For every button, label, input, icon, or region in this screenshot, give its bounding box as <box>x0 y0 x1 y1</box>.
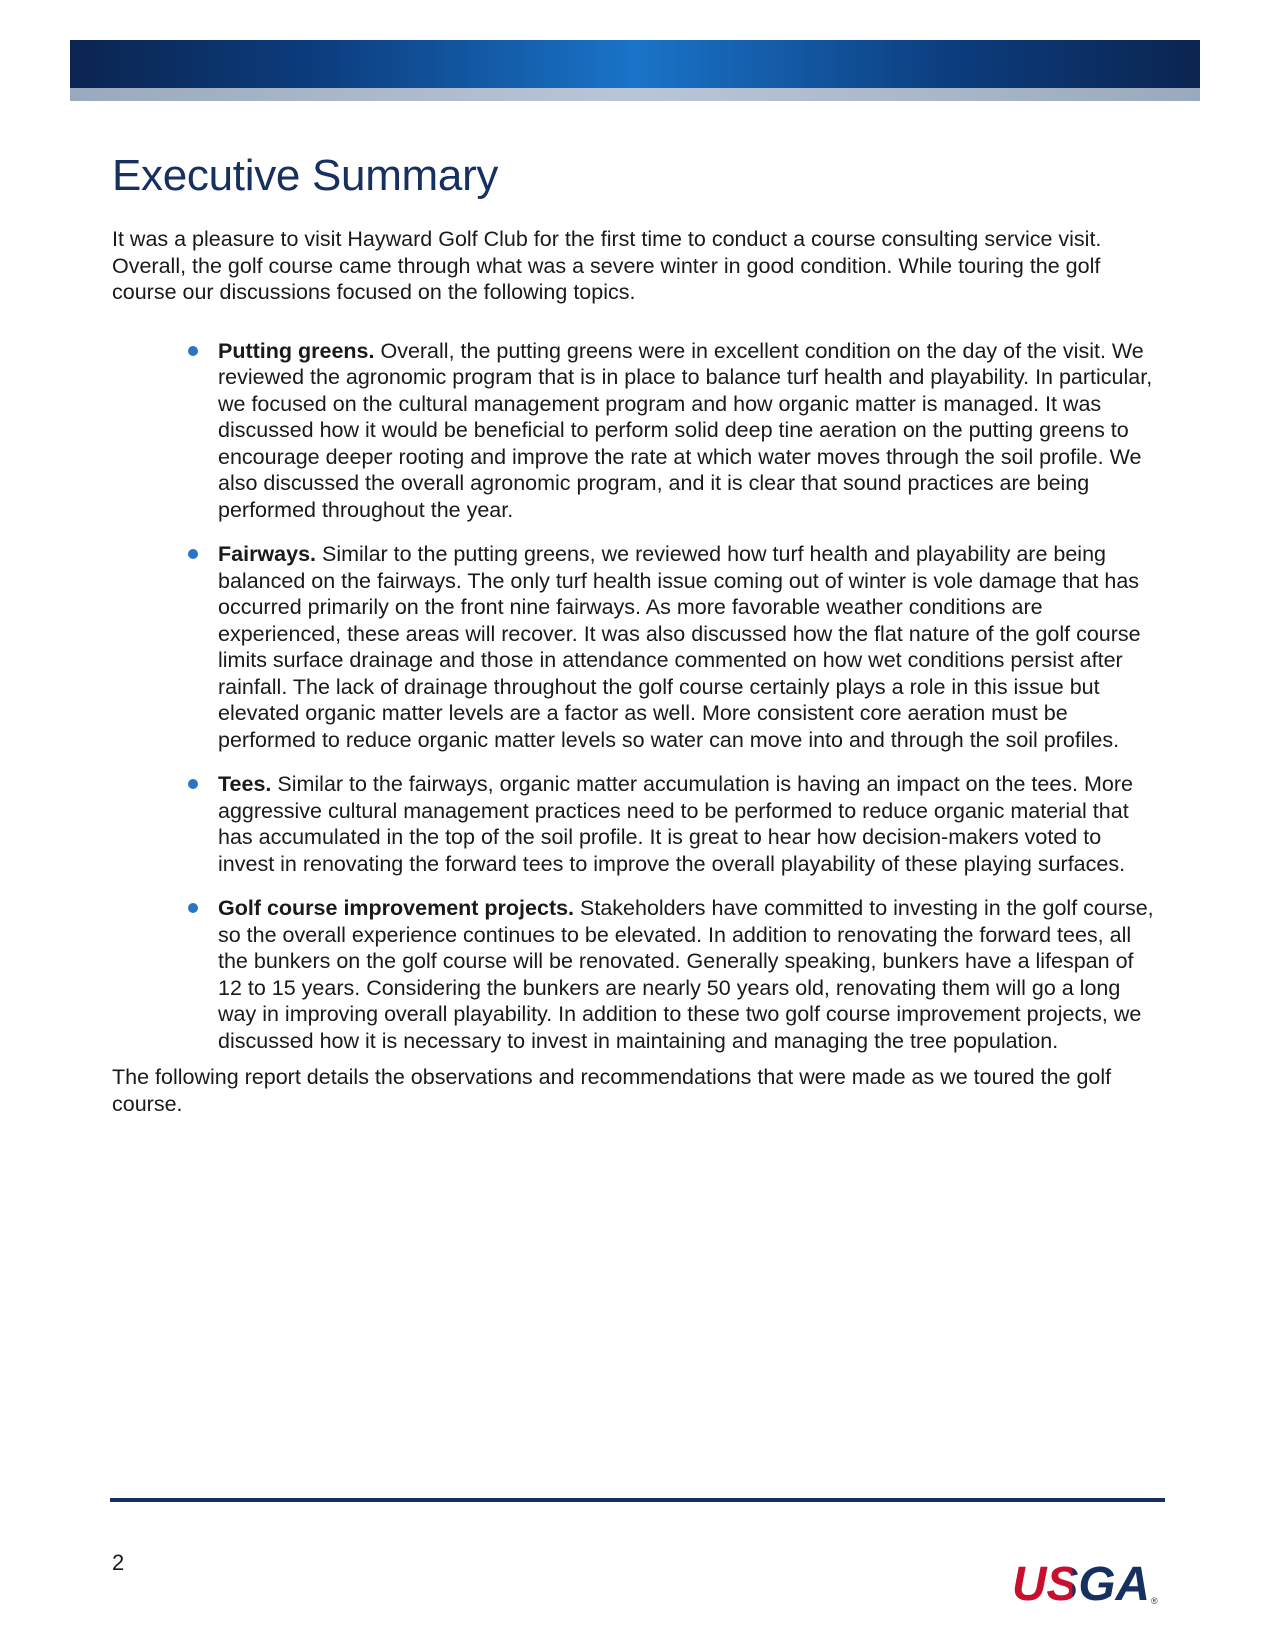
bullet-icon <box>188 779 198 789</box>
registered-mark: ® <box>1151 1596 1158 1606</box>
list-item <box>218 541 1162 753</box>
header-stripe <box>70 88 1200 101</box>
usga-logo <box>1012 1558 1162 1606</box>
bullet-icon <box>188 549 198 559</box>
topic-text: Similar to the putting greens, we reviewed how turf health and playability are being balanced on the fairways. The only turf health issue coming out of winter is vole damage that has occurred primarily on the front nine fairways. As more favorable weather conditions are experienced, these areas will recover. It was also discussed how the flat nature of the golf course limits surface drainage and those in attendance commented on how wet conditions persist after rainfall. The lack of drainage throughout the golf course certainly plays a role in this issue but elevated organic matter levels are a factor as well. More consistent core aeration must be performed to reduce organic matter levels so water can move into and through the soil profiles. <box>218 542 1141 752</box>
topic-title: Fairways. <box>218 542 322 566</box>
topic-text: Similar to the fairways, organic matter accumulation is having an impact on the tees. More aggressive cultural management practices need to be performed to reduce organic material that has accumulated in the top of the soil profile. It is great to hear how decision-makers voted to invest in renovating the forward tees to improve the overall playability of these playing surfaces. <box>218 772 1133 876</box>
intro-paragraph: It was a pleasure to visit Hayward Golf Club for the first time to conduct a course consulting service visit. Overall, the golf course came through what was a severe winter in good condition. While touring the golf course our discussions focused on the following topics. <box>112 227 1102 304</box>
topic-text: Overall, the putting greens were in excellent condition on the day of the visit. We reviewed the agronomic program that is in place to balance turf health and playability. In particular, we focused on the cultural management program and how organic matter is managed. It was discussed how it would be beneficial to perform solid deep tine aeration on the putting greens to encourage deeper rooting and improve the rate at which water moves through the soil profile. We also discussed the overall agronomic program, and it is clear that sound practices are being performed throughout the year. <box>218 338 1153 522</box>
topic-title: Putting greens. <box>218 338 381 363</box>
topic-title: Golf course improvement projects. <box>218 896 581 920</box>
document-body <box>112 226 1162 1117</box>
list-item <box>218 338 1162 524</box>
list-item <box>218 895 1162 1054</box>
header-band <box>70 40 1200 88</box>
logo-wordmark: USGA <box>1012 1558 1150 1606</box>
page-title: Executive Summary <box>112 151 499 200</box>
bullet-icon <box>188 346 198 356</box>
topic-list <box>112 338 1162 1055</box>
footer-rule <box>110 1498 1165 1502</box>
page-number: 2 <box>112 1550 125 1575</box>
closing-paragraph: The following report details the observations and recommendations that were made as we toured the golf course. <box>112 1065 1112 1116</box>
topic-text: Stakeholders have committed to investing in the golf course, so the overall experience continues to be elevated. In addition to renovating the forward tees, all the bunkers on the golf course will be renovated. Generally speaking, bunkers have a lifespan of 12 to 15 years. Considering the bunkers are nearly 50 years old, renovating them will go a long way in improving overall playability. In addition to these two golf course improvement projects, we discussed how it is necessary to invest in maintaining and managing the tree population. <box>218 896 1154 1053</box>
topic-title: Tees. <box>218 772 278 796</box>
bullet-icon <box>188 903 198 913</box>
list-item <box>218 771 1162 877</box>
